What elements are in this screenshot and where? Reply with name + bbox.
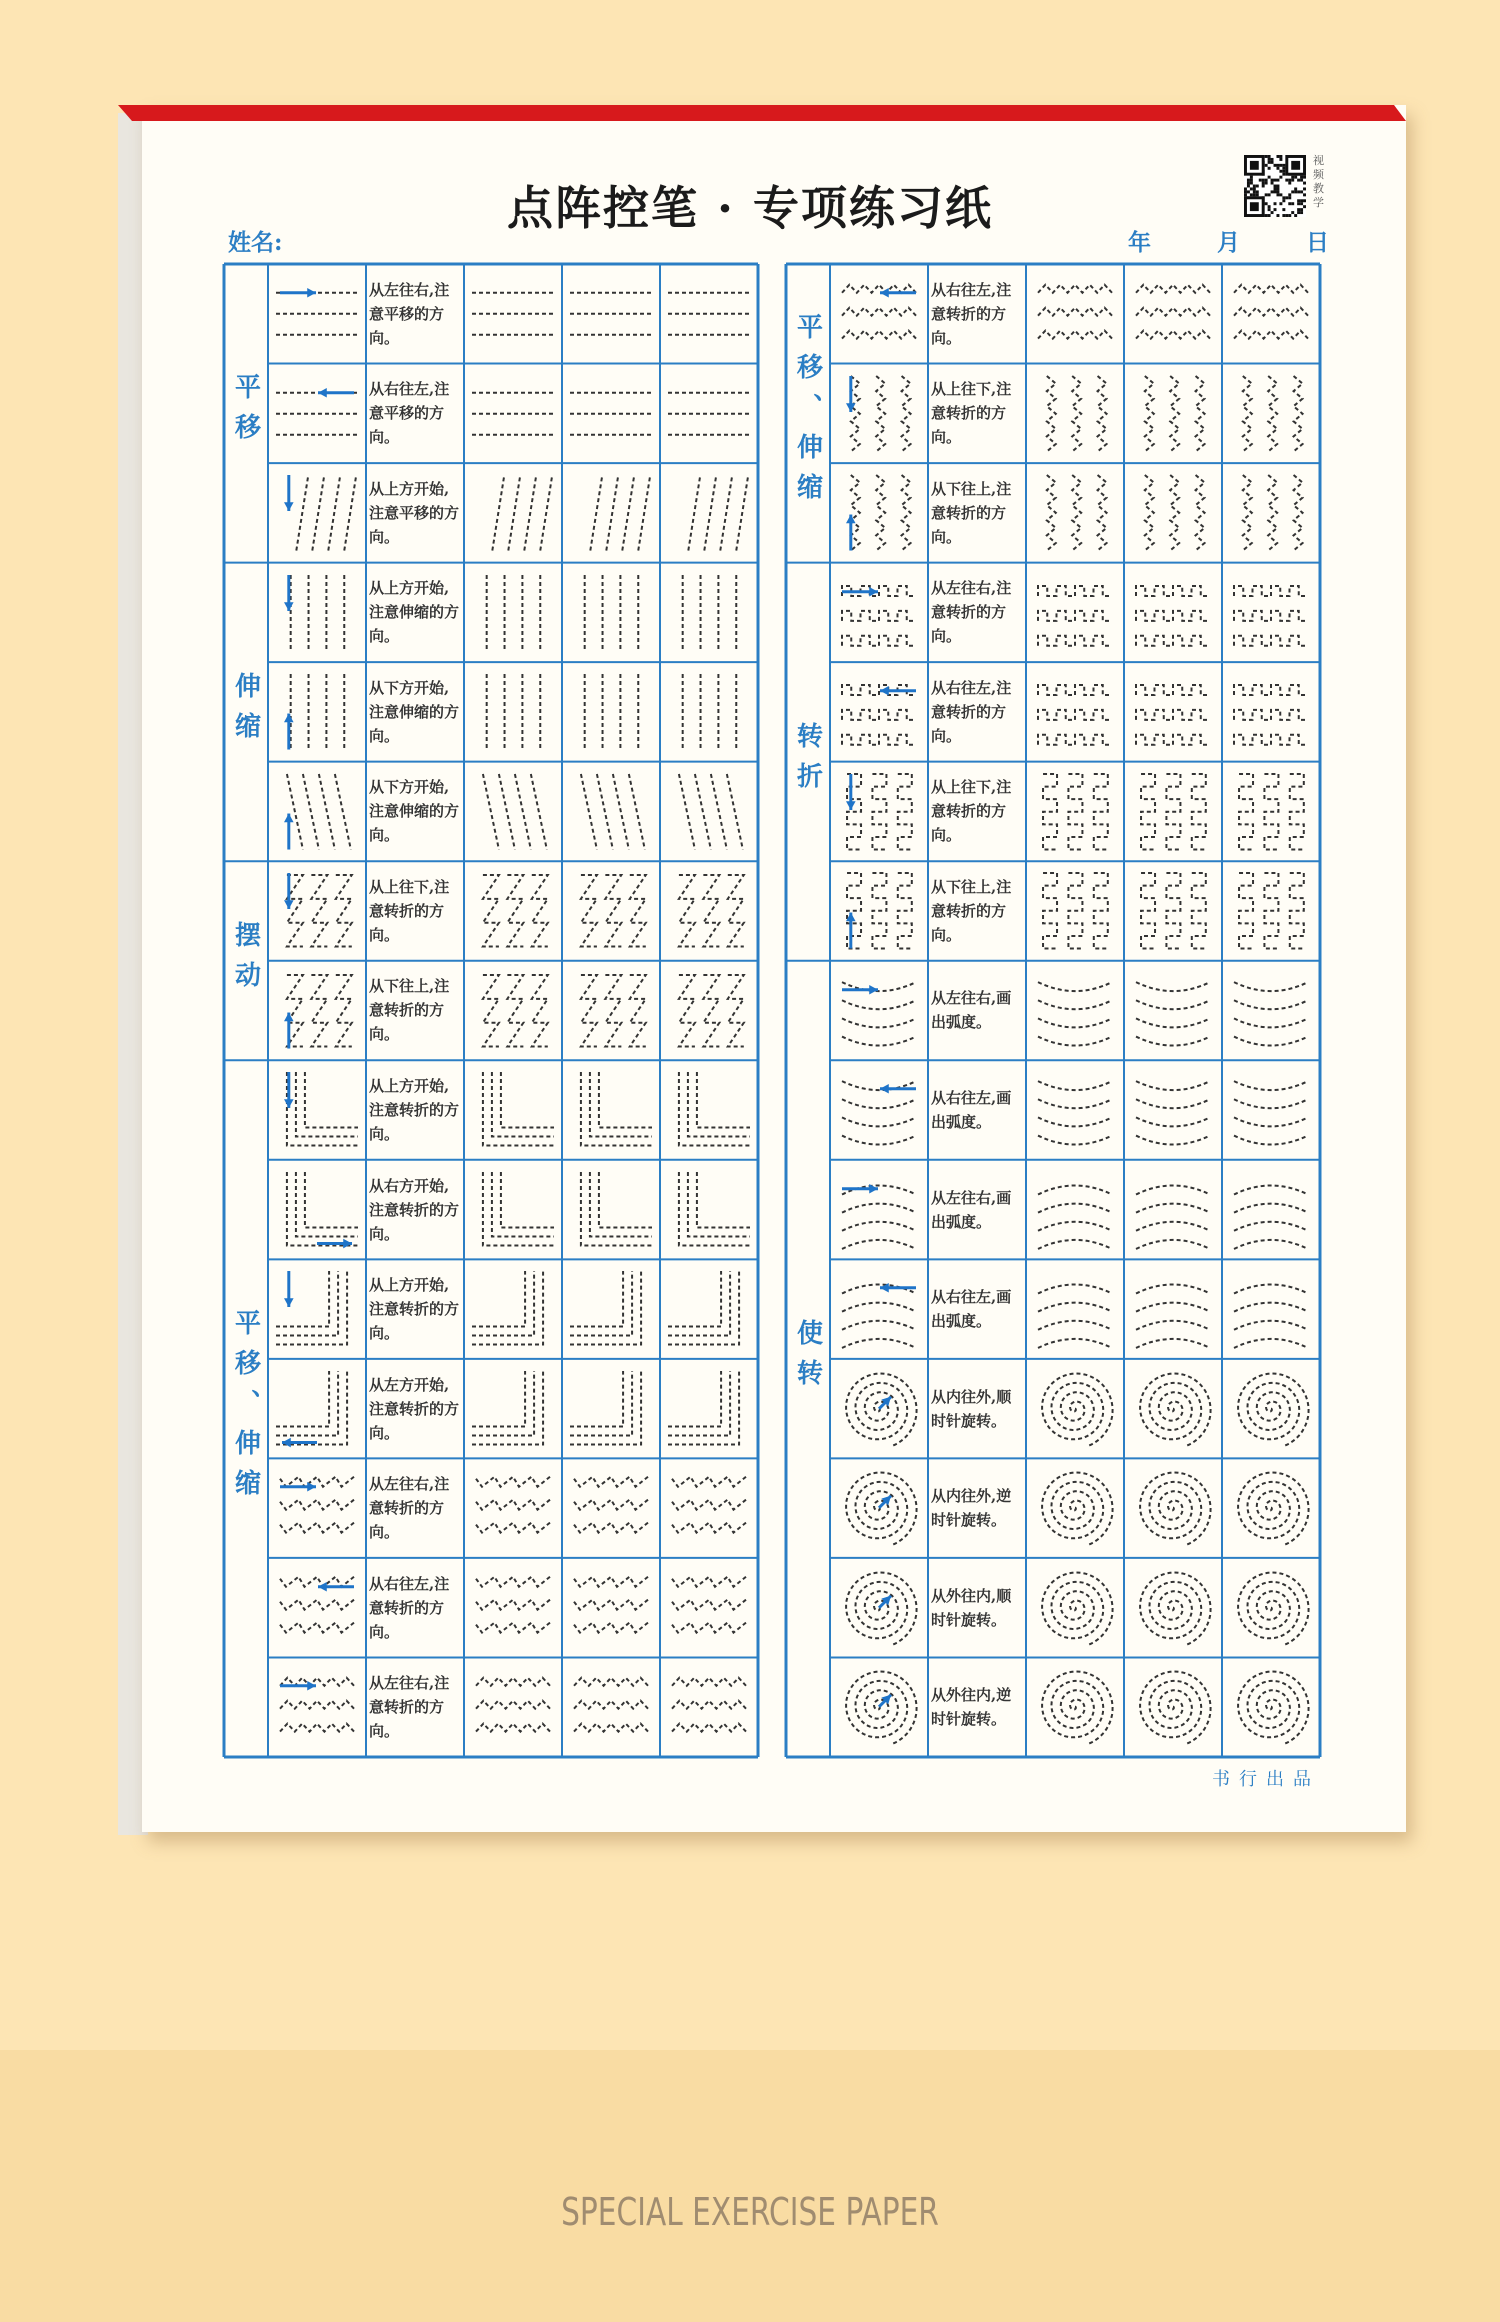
practice-cell (564, 1261, 658, 1357)
practice-cell (1224, 1261, 1318, 1357)
instruction-cell (366, 1558, 464, 1658)
practice-cell (1028, 863, 1122, 959)
demo-cell (832, 565, 926, 661)
practice-cell (662, 1659, 756, 1755)
instruction-cell (366, 961, 464, 1061)
practice-cell (1028, 664, 1122, 760)
practice-cell (1126, 963, 1220, 1059)
instruction-cell (366, 1458, 464, 1558)
instruction-text: 从下方开始,注意伸缩的方向。 (369, 778, 460, 845)
practice-cell (1224, 266, 1318, 362)
demo-cell (270, 266, 364, 362)
practice-cell (564, 1560, 658, 1656)
practice-cell (1224, 366, 1318, 462)
instruction-cell (366, 1657, 464, 1757)
practice-cell (1028, 1261, 1122, 1357)
instruction-text: 从右往左,画出弧度。 (931, 1288, 1012, 1331)
practice-cell (564, 1460, 658, 1556)
practice-cell (1028, 565, 1122, 661)
demo-cell (270, 863, 364, 959)
practice-cell (466, 266, 560, 362)
demo-cell (832, 1560, 926, 1656)
instruction-text: 从上方开始,注意伸缩的方向。 (369, 579, 460, 646)
instruction-text: 从下方开始,注意伸缩的方向。 (369, 678, 460, 745)
instruction-cell (366, 264, 464, 364)
instruction-text: 从上往下,注意转折的方向。 (931, 778, 1012, 845)
section-label-text: 平移、伸缩 (230, 1308, 261, 1509)
demo-cell (270, 664, 364, 760)
practice-cell (466, 1560, 560, 1656)
date-year-label: 年 (1128, 229, 1151, 256)
practice-cell (662, 366, 756, 462)
practice-cell (662, 1062, 756, 1158)
instruction-cell (928, 762, 1026, 862)
practice-cell (564, 266, 658, 362)
instruction-text: 从上方开始,注意转折的方向。 (369, 1276, 460, 1343)
practice-cell (564, 1659, 658, 1755)
instruction-cell (928, 364, 1026, 464)
demo-cell (832, 1460, 926, 1556)
demo-cell (270, 1460, 364, 1556)
instruction-cell (366, 1160, 464, 1260)
instruction-text: 从外往内,顺时针旋转。 (931, 1586, 1012, 1629)
section-label (224, 1060, 268, 1757)
practice-cell (466, 1162, 560, 1258)
practice-cell (662, 1162, 756, 1258)
practice-cell (662, 266, 756, 362)
practice-cell (1224, 1062, 1318, 1158)
practice-cell (564, 366, 658, 462)
practice-cell (1126, 764, 1220, 860)
instruction-text: 从左往右,注意平移的方向。 (369, 280, 450, 347)
practice-cell (564, 963, 658, 1059)
instruction-text: 从上方开始,注意转折的方向。 (369, 1077, 460, 1144)
practice-cell (1224, 963, 1318, 1059)
practice-cell (1126, 863, 1220, 959)
practice-cell (1126, 1460, 1220, 1556)
instruction-cell (928, 1657, 1026, 1757)
practice-cell (1028, 1560, 1122, 1656)
practice-cell (564, 565, 658, 661)
section-label (224, 563, 268, 862)
demo-cell (832, 366, 926, 462)
instruction-cell (928, 861, 1026, 961)
instruction-cell (928, 662, 1026, 762)
section-label-text: 伸缩 (230, 671, 261, 752)
practice-cell (466, 366, 560, 462)
instruction-text: 从右往左,注意平移的方向。 (369, 380, 450, 447)
instruction-text: 从下往上,注意转折的方向。 (931, 479, 1012, 546)
demo-cell (832, 863, 926, 959)
instruction-text: 从下往上,注意转折的方向。 (931, 877, 1012, 944)
practice-cell (1028, 1361, 1122, 1457)
instruction-cell (366, 662, 464, 762)
red-binding-strip (118, 105, 1406, 121)
practice-cell (1126, 1560, 1220, 1656)
practice-cell (1224, 1162, 1318, 1258)
practice-cell (1224, 664, 1318, 760)
practice-cell (1126, 366, 1220, 462)
instruction-cell (366, 364, 464, 464)
instruction-text: 从上往下,注意转折的方向。 (369, 877, 450, 944)
practice-cell (1028, 1062, 1122, 1158)
instruction-text: 从下往上,注意转折的方向。 (369, 977, 450, 1044)
practice-cell (466, 1062, 560, 1158)
instruction-cell (928, 1359, 1026, 1459)
practice-cell (466, 1261, 560, 1357)
section-label (224, 861, 268, 1060)
practice-cell (1224, 565, 1318, 661)
practice-cell (1126, 465, 1220, 561)
instruction-text: 从右往左,注意转折的方向。 (931, 678, 1012, 745)
practice-cell (1126, 1162, 1220, 1258)
practice-cell (1224, 764, 1318, 860)
section-label-text: 平移、伸缩 (792, 313, 823, 514)
instruction-text: 从右往左,画出弧度。 (931, 1089, 1012, 1132)
section-label (786, 264, 830, 563)
instruction-text: 从内往外,逆时针旋转。 (931, 1487, 1012, 1530)
demo-cell (270, 1361, 364, 1457)
instruction-cell (928, 463, 1026, 563)
date-day-label: 日 (1306, 229, 1330, 256)
instruction-cell (928, 961, 1026, 1061)
practice-cell (466, 764, 560, 860)
demo-cell (270, 1659, 364, 1755)
demo-cell (832, 1162, 926, 1258)
instruction-cell (928, 264, 1026, 364)
instruction-text: 从右往左,注意转折的方向。 (369, 1574, 450, 1641)
publisher-mark: 书行出品 (1212, 1769, 1320, 1790)
practice-cell (564, 1162, 658, 1258)
practice-cell (662, 465, 756, 561)
practice-cell (564, 664, 658, 760)
demo-cell (832, 664, 926, 760)
practice-cell (466, 963, 560, 1059)
practice-cell (1028, 764, 1122, 860)
date-month-label: 月 (1217, 229, 1241, 256)
instruction-text: 从右往左,注意转折的方向。 (931, 280, 1012, 347)
demo-cell (270, 1162, 364, 1258)
instruction-cell (928, 563, 1026, 663)
practice-cell (466, 1659, 560, 1755)
instruction-cell (366, 563, 464, 663)
demo-cell (832, 1361, 926, 1457)
practice-cell (662, 565, 756, 661)
practice-cell (466, 863, 560, 959)
instruction-text: 从上往下,注意转折的方向。 (931, 380, 1012, 447)
practice-cell (1028, 963, 1122, 1059)
qr-code-icon[interactable] (1244, 155, 1306, 217)
practice-cell (1126, 664, 1220, 760)
instruction-text: 从上方开始,注意平移的方向。 (369, 479, 460, 546)
practice-cell (1126, 1361, 1220, 1457)
instruction-cell (366, 1259, 464, 1359)
demo-cell (270, 1560, 364, 1656)
instruction-cell (366, 861, 464, 961)
demo-cell (832, 1659, 926, 1755)
instruction-text: 从左方开始,注意转折的方向。 (369, 1375, 460, 1442)
practice-cell (1224, 1361, 1318, 1457)
demo-cell (832, 465, 926, 561)
instruction-cell (366, 1060, 464, 1160)
instruction-text: 从左往右,画出弧度。 (931, 1188, 1012, 1231)
demo-cell (270, 963, 364, 1059)
page-title: 点阵控笔 · 专项练习纸 (506, 181, 994, 235)
qr-caption: 视频教学 (1313, 154, 1324, 209)
demo-cell (270, 366, 364, 462)
practice-cell (466, 1361, 560, 1457)
section-label-text: 使转 (792, 1318, 823, 1399)
practice-cell (1126, 266, 1220, 362)
instruction-cell (366, 1359, 464, 1459)
practice-cell (1224, 1560, 1318, 1656)
section-label-text: 摆动 (230, 920, 261, 1001)
date-fields (1128, 224, 1329, 257)
practice-cell (662, 664, 756, 760)
practice-cell (662, 1261, 756, 1357)
instruction-text: 从左往右,注意转折的方向。 (369, 1674, 450, 1741)
instruction-cell (928, 1259, 1026, 1359)
instruction-text: 从左往右,画出弧度。 (931, 989, 1012, 1032)
practice-cell (662, 863, 756, 959)
practice-cell (662, 1361, 756, 1457)
instruction-cell (928, 1458, 1026, 1558)
practice-cell (1028, 465, 1122, 561)
practice-cell (466, 1460, 560, 1556)
practice-cell (1028, 266, 1122, 362)
practice-cell (662, 1460, 756, 1556)
demo-cell (270, 1062, 364, 1158)
practice-cell (1028, 366, 1122, 462)
practice-cell (1028, 1162, 1122, 1258)
practice-cell (564, 863, 658, 959)
demo-cell (832, 1062, 926, 1158)
footer-caption: SPECIAL EXERCISE PAPER (561, 2190, 939, 2234)
instruction-text: 从左往右,注意转折的方向。 (369, 1475, 450, 1542)
demo-cell (270, 465, 364, 561)
name-label: 姓名: (228, 229, 283, 256)
instruction-text: 从左往右,注意转折的方向。 (931, 579, 1012, 646)
practice-cell (1028, 1460, 1122, 1556)
instruction-text: 从内往外,顺时针旋转。 (931, 1387, 1012, 1430)
practice-cell (466, 465, 560, 561)
section-label-text: 转折 (792, 721, 823, 802)
practice-cell (662, 963, 756, 1059)
section-label (224, 264, 268, 563)
section-label (786, 563, 830, 961)
instruction-cell (928, 1060, 1026, 1160)
practice-cell (1224, 465, 1318, 561)
practice-cell (564, 1361, 658, 1457)
instruction-cell (366, 762, 464, 862)
demo-cell (270, 764, 364, 860)
instruction-cell (928, 1558, 1026, 1658)
practice-cell (1224, 1460, 1318, 1556)
practice-cell (1224, 1659, 1318, 1755)
instruction-cell (928, 1160, 1026, 1260)
instruction-text: 从外往内,逆时针旋转。 (931, 1686, 1012, 1729)
practice-cell (662, 764, 756, 860)
practice-cell (466, 664, 560, 760)
demo-cell (270, 1261, 364, 1357)
demo-cell (832, 963, 926, 1059)
practice-cell (1126, 1659, 1220, 1755)
practice-cell (564, 465, 658, 561)
practice-cell (466, 565, 560, 661)
practice-cell (1126, 1261, 1220, 1357)
practice-cell (1126, 1062, 1220, 1158)
practice-cell (564, 764, 658, 860)
demo-cell (832, 266, 926, 362)
demo-cell (270, 565, 364, 661)
practice-cell (1126, 565, 1220, 661)
practice-cell (1028, 1659, 1122, 1755)
instruction-text: 从右方开始,注意转折的方向。 (369, 1176, 460, 1243)
practice-cell (1224, 863, 1318, 959)
demo-cell (832, 764, 926, 860)
practice-cell (564, 1062, 658, 1158)
demo-cell (832, 1261, 926, 1357)
instruction-cell (366, 463, 464, 563)
practice-cell (662, 1560, 756, 1656)
background-lower-band (0, 2050, 1500, 2322)
section-label-text: 平移 (230, 373, 261, 454)
section-label (786, 961, 830, 1757)
